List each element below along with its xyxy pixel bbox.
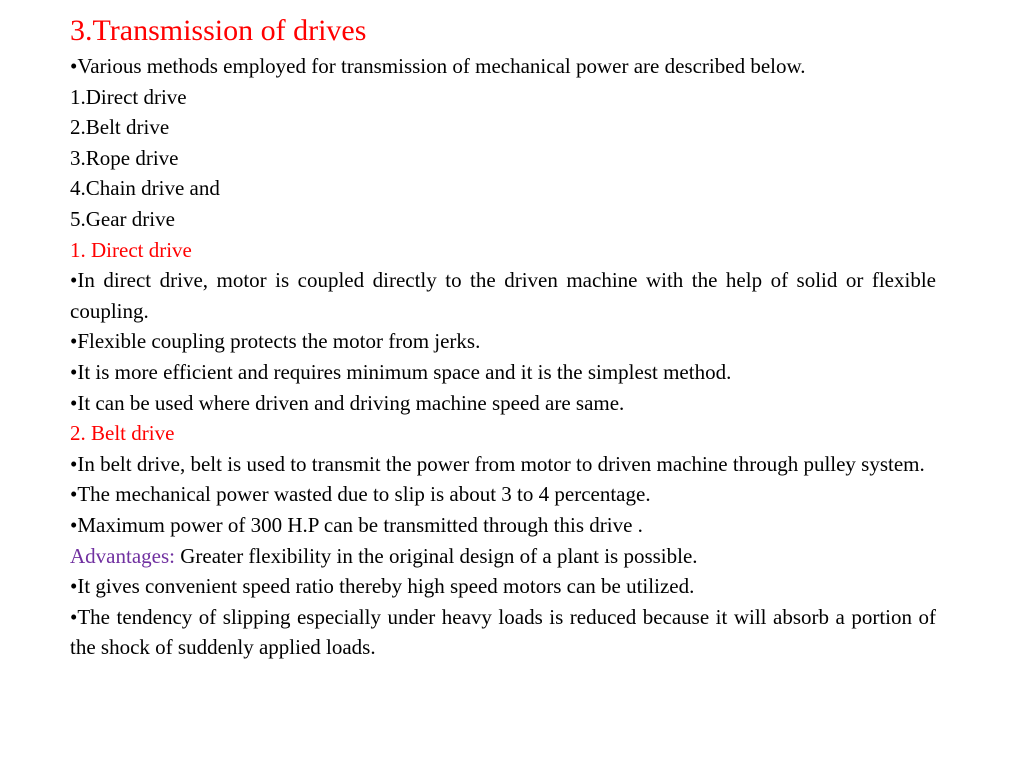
advantage-point: •It gives convenient speed ratio thereby high speed motors can be utilized. (70, 574, 695, 599)
method-list-item: 5.Gear drive (70, 206, 175, 231)
method-list-item: 3.Rope drive (70, 145, 179, 170)
slide-title: 3.Transmission of drives (70, 14, 367, 47)
direct-drive-point: •Flexible coupling protects the motor from jerks. (70, 329, 481, 354)
advantages-label: Advantages: (70, 543, 175, 568)
method-list-item: 2.Belt drive (70, 115, 170, 140)
direct-drive-point: •It can be used where driven and driving machine speed are same. (70, 390, 625, 415)
direct-drive-point: •In direct drive, motor is coupled directly to the driven machine with the help of solid or flexible coupling. (70, 268, 936, 323)
direct-drive-point: •It is more efficient and requires minimum space and it is the simplest method. (70, 359, 732, 384)
method-list-item: 4.Chain drive and (70, 176, 220, 201)
intro-paragraph: •Various methods employed for transmission of mechanical power are described below. (70, 54, 806, 78)
belt-drive-point: •In belt drive, belt is used to transmit the power from motor to driven machine through pulley system. (70, 451, 925, 476)
advantages-text: Greater flexibility in the original design of a plant is possible. (174, 543, 698, 568)
belt-drive-heading: 2. Belt drive (70, 421, 175, 446)
belt-drive-point: •The mechanical power wasted due to slip is about 3 to 4 percentage. (70, 482, 651, 507)
direct-drive-heading: 1. Direct drive (70, 237, 192, 262)
slide-content (70, 12, 936, 663)
advantage-point: •The tendency of slipping especially under heavy loads is reduced because it will absorb a portion of the shock of suddenly applied loads. (70, 604, 936, 660)
method-list-item: 1.Direct drive (70, 84, 187, 109)
belt-drive-point: •Maximum power of 300 H.P can be transmitted through this drive . (70, 512, 643, 537)
advantages-line (70, 541, 936, 572)
